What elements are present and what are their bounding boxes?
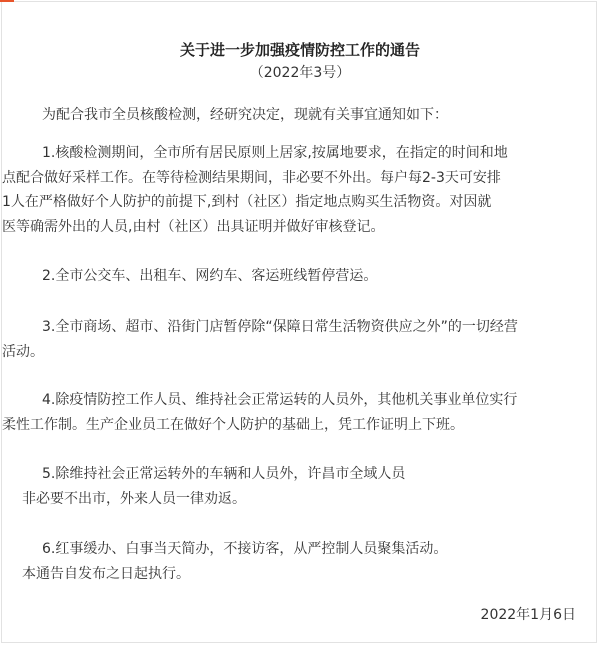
item-line: 医等确需外出的人员,由村（社区）出具证明并做好审核登记。 (2, 218, 385, 235)
notice-item-6 (22, 537, 582, 586)
item-line: 柔性工作制。生产企业员工在做好个人防护的基础上，凭工作证明上下班。 (2, 416, 464, 433)
item-line: 本通告自发布之日起执行。 (22, 565, 190, 582)
notice-date: 2022年1月6日 (480, 607, 576, 623)
item-line: 2.全市公交车、出租车、网约车、客运班线暂停营运。 (42, 268, 378, 284)
item-line: 1人在严格做好个人防护的前提下,到村（社区）指定地点购买生活物资。对因就 (2, 194, 492, 210)
notice-number: （2022年3号） (249, 65, 351, 81)
notice-title: 关于进一步加强疫情防控工作的通告 (179, 41, 420, 59)
notice-item-5 (22, 462, 582, 511)
item-line: 6.红事缓办、白事当天简办，不接访客，从严控制人员聚集活动。 (42, 541, 448, 557)
notice-item-3 (2, 315, 582, 364)
item-line: 活动。 (2, 343, 44, 360)
intro-line: 为配合我市全员核酸检测，经研究决定，现就有关事宜通知如下： (42, 107, 448, 123)
item-line: 5.除维持社会正常运转外的车辆和人员外，许昌市全域人员 (42, 466, 406, 482)
notice-intro (22, 103, 582, 128)
notice-item-2 (22, 264, 582, 289)
accent-corner-mark (0, 0, 14, 2)
item-line: 4.除疫情防控工作人员、维持社会正常运转的人员外，其他机关事业单位实行 (42, 392, 518, 408)
notice-item-4 (2, 388, 582, 437)
notice-item-1 (2, 141, 582, 239)
item-line: 3.全市商场、超市、沿街门店暂停除“保障日常生活物资供应之外”的一切经营 (42, 319, 518, 335)
item-line: 非必要不出市，外来人员一律劝返。 (22, 490, 246, 507)
item-line: 1.核酸检测期间，全市所有居民原则上居家,按属地要求，在指定的时间和地 (42, 145, 508, 161)
item-line: 点配合做好采样工作。在等待检测结果期间，非必要不外出。每户每2-3天可安排 (2, 169, 501, 186)
